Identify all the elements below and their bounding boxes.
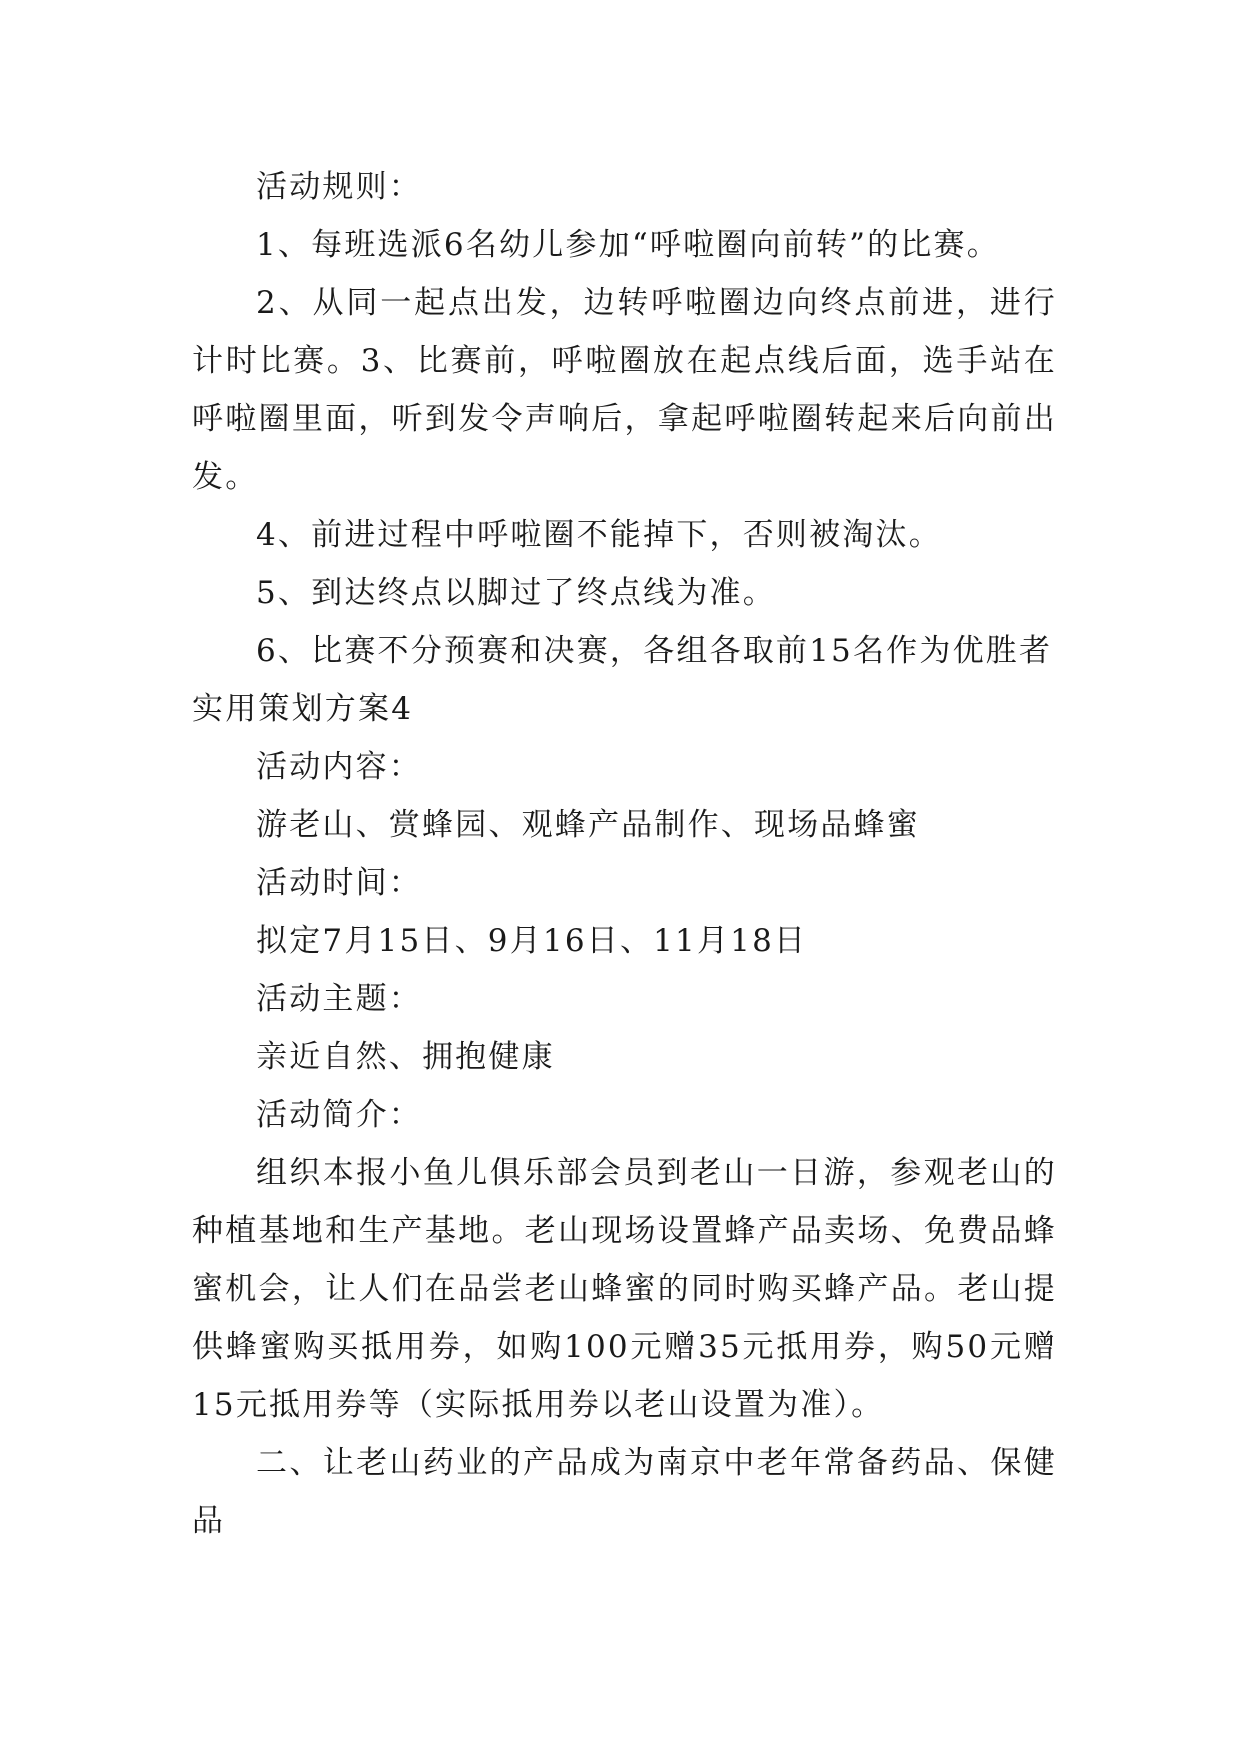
rule-6: 6、比赛不分预赛和决赛，各组各取前15名作为优胜者 (256, 633, 1053, 669)
rule-4: 4、前进过程中呼啦圈不能掉下，否则被淘汰。 (256, 517, 942, 553)
intro-heading: 活动简介： (256, 1097, 422, 1133)
rule-1: 1、每班选派6名幼儿参加“呼啦圈向前转”的比赛。 (256, 227, 1000, 263)
intro-body: 组织本报小鱼儿俱乐部会员到老山一日游，参观老山的种植基地和生产基地。老山现场设置蜂产品卖场、免费品蜂蜜机会，让人们在品尝老山蜂蜜的同时购买蜂产品。老山提供蜂蜜购买抵用券，如购100元赠35元抵用券，购50元赠15元抵用券等（实际抵用券以老山设置为准）。 (192, 1155, 1057, 1423)
rules-heading: 活动规则： (256, 169, 422, 205)
content-heading: 活动内容： (256, 749, 422, 785)
rule-5: 5、到达终点以脚过了终点线为准。 (256, 575, 776, 611)
plan-title: 实用策划方案4 (192, 691, 414, 727)
rule-2-3: 2、从同一起点出发，边转呼啦圈边向终点前进，进行计时比赛。3、比赛前，呼啦圈放在起点线后面，选手站在呼啦圈里面，听到发令声响后，拿起呼啦圈转起来后向前出发。 (192, 285, 1057, 495)
theme-body: 亲近自然、拥抱健康 (256, 1039, 555, 1075)
section-2: 二、让老山药业的产品成为南京中老年常备药品、保健品 (192, 1445, 1057, 1539)
time-body: 拟定7月15日、9月16日、11月18日 (256, 923, 808, 959)
content-body: 游老山、赏蜂园、观蜂产品制作、现场品蜂蜜 (256, 807, 920, 843)
theme-heading: 活动主题： (256, 981, 422, 1017)
document-body (192, 158, 1057, 1550)
time-heading: 活动时间： (256, 865, 422, 901)
